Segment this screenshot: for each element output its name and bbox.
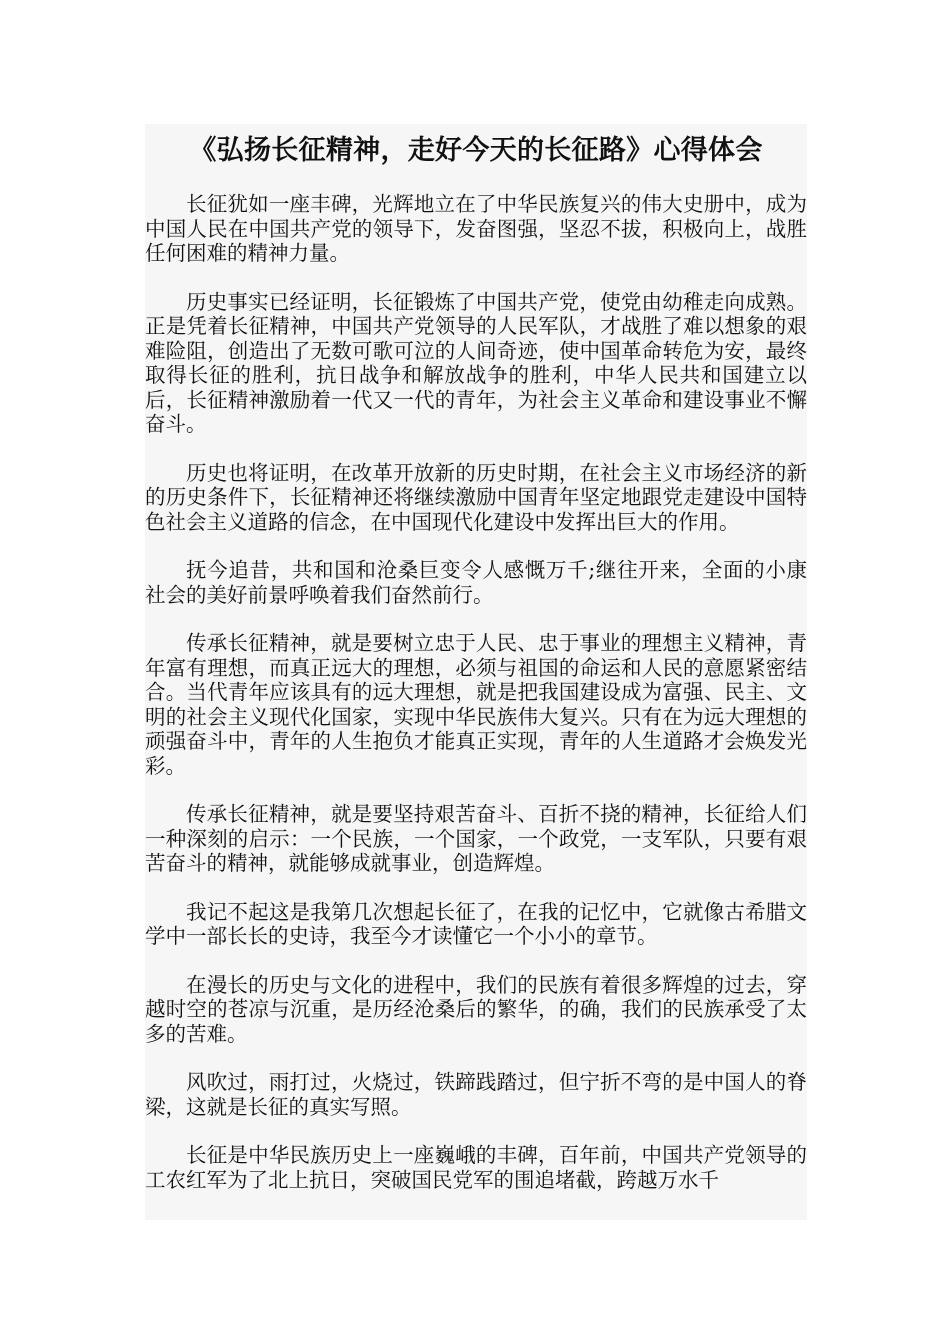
paragraph-4: 抚今追昔，共和国和沧桑巨变令人感慨万千;继往开来，全面的小康社会的美好前景呼唤着我们奋然前行。 (145, 558, 807, 607)
paragraph-10: 长征是中华民族历史上一座巍峨的丰碑，百年前，中国共产党领导的工农红军为了北上抗日，突破国民党军的围追堵截，跨越万水千 (145, 1143, 807, 1192)
paragraph-1: 长征犹如一座丰碑，光辉地立在了中华民族复兴的伟大史册中，成为中国人民在中国共产党的领导下，发奋图强，坚忍不拔，积极向上，战胜任何困难的精神力量。 (145, 192, 807, 265)
paragraph-7: 我记不起这是我第几次想起长征了，在我的记忆中，它就像古希腊文学中一部长长的史诗，我至今才读懂它一个小小的章节。 (145, 899, 807, 948)
document-title: 《弘扬长征精神，走好今天的长征路》心得体会 (189, 135, 763, 166)
paragraph-9: 风吹过，雨打过，火烧过，铁蹄践踏过，但宁折不弯的是中国人的脊梁，这就是长征的真实写照。 (145, 1070, 807, 1119)
paragraph-8: 在漫长的历史与文化的进程中，我们的民族有着很多辉煌的过去，穿越时空的苍凉与沉重，是历经沧桑后的繁华，的确，我们的民族承受了太多的苦难。 (145, 972, 807, 1046)
document-body (145, 124, 807, 1220)
paragraph-6: 传承长征精神，就是要坚持艰苦奋斗、百折不挠的精神，长征给人们一种深刻的启示：一个民族，一个国家，一个政党，一支军队，只要有艰苦奋斗的精神，就能够成就事业，创造辉煌。 (145, 802, 807, 875)
paragraph-3: 历史也将证明，在改革开放新的历史时期，在社会主义市场经济的新的历史条件下，长征精神还将继续激励中国青年坚定地跟党走建设中国特色社会主义道路的信念，在中国现代化建设中发挥出巨大的作用。 (145, 460, 807, 534)
paragraph-2: 历史事实已经证明，长征锻炼了中国共产党，使党由幼稚走向成熟。正是凭着长征精神，中国共产党领导的人民军队，才战胜了难以想象的艰难险阻，创造出了无数可歌可泣的人间奇迹，使中国革命转危为安，最终取得长征的胜利，抗日战争和解放战争的胜利，中华人民共和国建立以后，长征精神激励着一代又一代的青年，为社会主义革命和建设事业不懈奋斗。 (145, 289, 807, 436)
paragraph-5: 传承长征精神，就是要树立忠于人民、忠于事业的理想主义精神，青年富有理想，而真正远大的理想，必须与祖国的命运和人民的意愿紧密结合。当代青年应该具有的远大理想，就是把我国建设成为富强、民主、文明的社会主义现代化国家，实现中华民族伟大复兴。只有在为远大理想的顽强奋斗中，青年的人生抱负才能真正实现，青年的人生道路才会焕发光彩。 (145, 631, 807, 778)
